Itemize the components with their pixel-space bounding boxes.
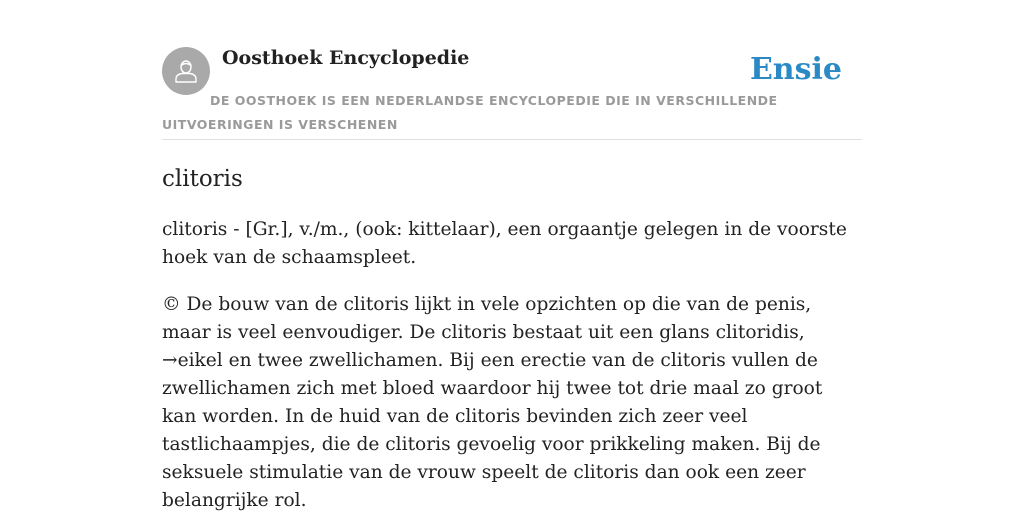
source-avatar[interactable] — [162, 47, 210, 95]
source-header — [162, 0, 862, 140]
source-description: DE OOSTHOEK IS EEN NEDERLANDSE ENCYCLOPEDIE DIE IN VERSCHILLENDE UITVOERINGEN IS VERSCHENEN — [162, 93, 778, 132]
user-icon — [171, 56, 201, 86]
ensie-logo-link[interactable]: Ensie — [749, 52, 842, 87]
entry-description-paragraph: © De bouw van de clitoris lijkt in vele opzichten op die van de penis, maar is veel eenvoudiger. De clitoris bestaat uit een glans clitoridis, →eikel en twee zwellichamen. Bij een erectie van de clitoris vullen de zwellichamen zich met bloed waardoor hij twee tot drie maal zo groot kan worden. In de huid van de clitoris bevinden zich zeer veel tastlichaampjes, die de clitoris gevoelig voor prikkeling maken. Bij de seksuele stimulatie van de vrouw speelt de clitoris dan ook een zeer belangrijke rol. — [162, 294, 823, 511]
entry-definition-paragraph: clitoris - [Gr.], v./m., (ook: kittelaar), een orgaantje gelegen in de voorste hoek van de schaamspleet. — [162, 219, 847, 268]
source-title-link[interactable]: Oosthoek Encyclopedie — [222, 47, 470, 69]
page-container — [162, 0, 862, 511]
entry-title: clitoris — [162, 166, 243, 192]
